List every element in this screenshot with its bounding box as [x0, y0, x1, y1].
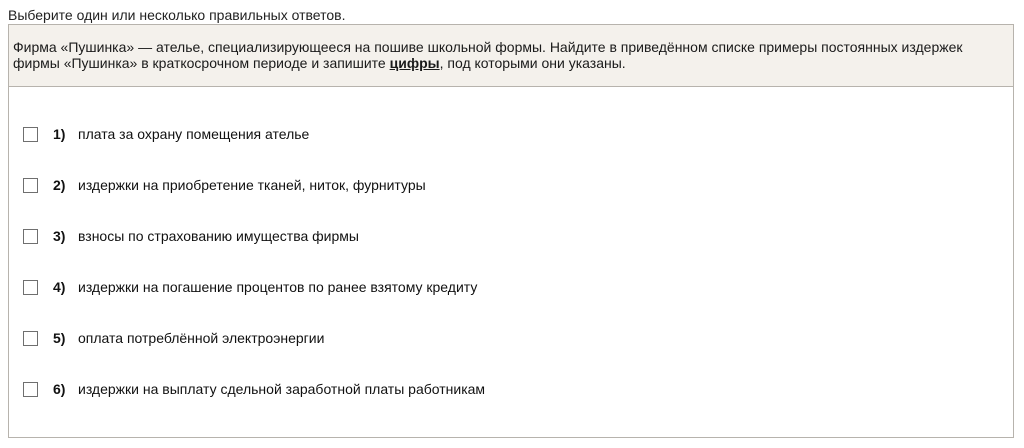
answer-option-5[interactable]	[9, 323, 1013, 353]
answer-option-2[interactable]	[9, 170, 1013, 200]
option-label: издержки на выплату сдельной заработной платы работникам	[78, 381, 486, 397]
option-number: 4)	[53, 279, 66, 295]
instruction-text: Выберите один или несколько правильных ответов.	[8, 7, 346, 23]
question-text-after: , под которыми они указаны.	[439, 55, 626, 71]
option-number: 2)	[53, 177, 66, 193]
answer-option-3[interactable]	[9, 221, 1013, 251]
question-text-before: Фирма «Пушинка» — ателье, специализирующееся на пошиве школьной формы. Найдите в приведённом списке примеры постоянных издержек фирмы «Пушинка» в краткосрочном периоде и запишите	[13, 39, 963, 71]
option-label: издержки на приобретение тканей, ниток, фурнитуры	[78, 177, 426, 193]
checkbox[interactable]	[23, 127, 38, 142]
checkbox[interactable]	[23, 331, 38, 346]
option-label: плата за охрану помещения ателье	[78, 126, 310, 142]
option-number: 3)	[53, 228, 66, 244]
question-text	[9, 25, 1013, 87]
checkbox[interactable]	[23, 178, 38, 193]
option-number: 5)	[53, 330, 66, 346]
option-label: оплата потреблённой электроэнергии	[78, 330, 325, 346]
checkbox[interactable]	[23, 280, 38, 295]
answer-option-1[interactable]	[9, 119, 1013, 149]
option-label: взносы по страхованию имущества фирмы	[78, 228, 359, 244]
checkbox[interactable]	[23, 382, 38, 397]
question-emphasis: цифры	[389, 55, 440, 71]
option-number: 6)	[53, 381, 66, 397]
option-number: 1)	[53, 126, 66, 142]
checkbox[interactable]	[23, 229, 38, 244]
answer-option-6[interactable]	[9, 374, 1013, 404]
answer-option-4[interactable]	[9, 272, 1013, 302]
question-panel	[8, 24, 1014, 438]
option-label: издержки на погашение процентов по ранее взятому кредиту	[78, 279, 478, 295]
